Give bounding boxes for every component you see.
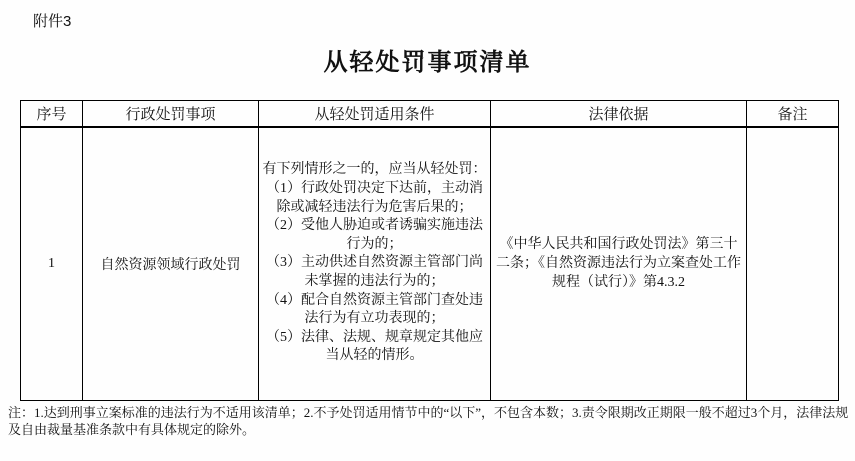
- page-title: 从轻处罚事项清单: [323, 50, 532, 76]
- condition-line: 有下列情形之一的，应当从轻处罚：: [262, 162, 487, 178]
- table-header-row: [21, 101, 839, 127]
- column-header-index: 序号: [21, 101, 83, 127]
- condition-line: （4）配合自然资源主管部门查处违法行为有立功表现的；: [266, 292, 483, 327]
- column-header-conditions: 从轻处罚适用条件: [259, 101, 491, 127]
- cell-item: 自然资源领域行政处罚: [83, 127, 259, 401]
- condition-line: （1）行政处罚决定下达前，主动消除或减轻违法行为危害后果的；: [266, 181, 483, 215]
- attachment-label: 附件3: [33, 13, 72, 30]
- column-header-legal-basis: 法律依据: [491, 101, 747, 127]
- column-header-remark: 备注: [747, 101, 839, 127]
- cell-legal-basis: 《中华人民共和国行政处罚法》第三十二条；《自然资源违法行为立案查处工作规程（试行）》第4.3.2: [491, 127, 747, 401]
- cell-index: 1: [21, 127, 83, 401]
- column-header-item: 行政处罚事项: [83, 101, 259, 127]
- cell-remark: [747, 127, 839, 401]
- condition-line: （5）法律、法规、规章规定其他应当从轻的情形。: [266, 329, 483, 364]
- condition-line: （3）主动供述自然资源主管部门尚未掌握的违法行为的；: [266, 255, 483, 290]
- cell-conditions: [259, 127, 491, 401]
- punishment-list-table: [20, 100, 839, 401]
- condition-line: （2）受他人胁迫或者诱骗实施违法行为的；: [266, 218, 483, 252]
- footnote: 注：1.达到刑事立案标准的违法行为不适用该清单；2.不予处罚适用情节中的“以下”，不包含本数；3.责令限期改正期限一般不超过3个月，法律法规及自由裁量基准条款中有具体规定的除外。: [8, 405, 849, 437]
- table-row: [21, 127, 839, 401]
